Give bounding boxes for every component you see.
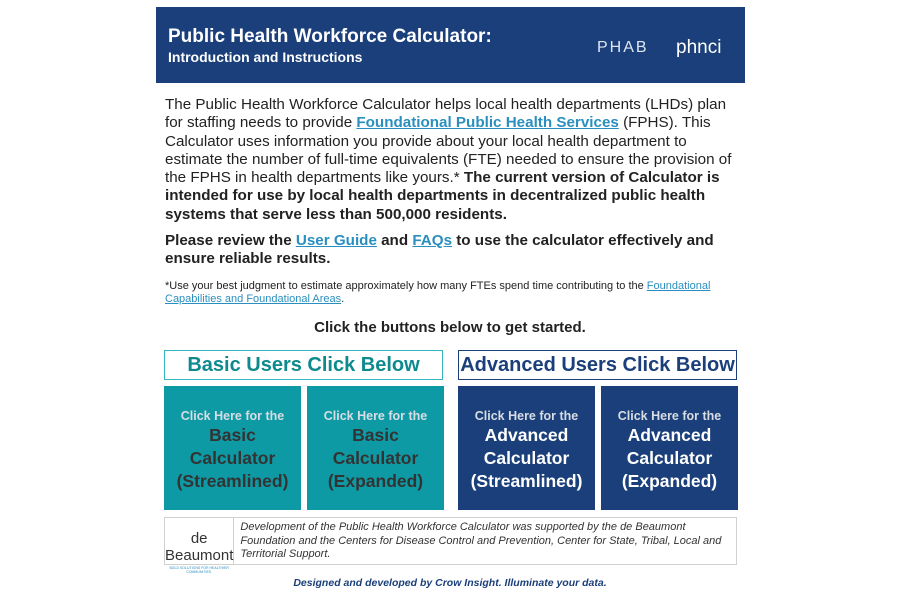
advanced-expanded-button[interactable]	[601, 386, 738, 510]
intro-bold: The current version of Calculator is intended for use by local health departments in decentralized public health systems that serve less than 500,000 residents.	[165, 169, 720, 223]
button-label-line: Basic	[209, 425, 256, 445]
advanced-streamlined-button[interactable]	[458, 386, 595, 510]
advanced-users-heading: Advanced Users Click Below	[458, 350, 737, 380]
basic-streamlined-button[interactable]	[164, 386, 301, 510]
user-guide-link[interactable]: User Guide	[295, 232, 377, 249]
review-text: Please review the	[165, 232, 296, 249]
button-small-label: Click Here for the	[617, 409, 722, 423]
intro-text-2: (FPHS). This Calculator uses information you provide about your local health department to estimate the number of full-time equivalents (FTE) needed to ensure the provision of the FPHS in health departments like yours.*	[165, 114, 732, 187]
review-paragraph	[165, 232, 745, 269]
page-subtitle: Introduction and Instructions	[168, 49, 363, 65]
page-title: Public Health Workforce Calculator:	[168, 26, 492, 47]
footnote-end: .	[341, 293, 345, 305]
foundational-capabilities-link[interactable]: Foundational Capabilities and Foundational Areas	[165, 280, 711, 305]
phab-logo: PHAB	[597, 39, 649, 56]
button-label-line: (Expanded)	[621, 471, 718, 491]
review-text-2: to use the calculator effectively and ensure reliable results.	[165, 232, 714, 268]
button-label-line: (Expanded)	[327, 471, 424, 491]
de-beaumont-logo	[165, 518, 234, 574]
review-and: and	[376, 232, 413, 249]
basic-expanded-button[interactable]	[307, 386, 444, 510]
funding-credit	[164, 517, 737, 574]
intro-text: The Public Health Workforce Calculator helps local health departments (LHDs) plan for staffing needs to provide	[165, 96, 727, 132]
footnote	[165, 280, 735, 306]
basic-users-heading: Basic Users Click Below	[164, 350, 443, 380]
button-label-line: Calculator	[189, 448, 276, 468]
phnci-logo: phnci	[676, 37, 722, 58]
button-label-line: Advanced	[627, 425, 712, 445]
button-label-line: Calculator	[483, 448, 570, 468]
credit-text: Development of the Public Health Workforce Calculator was supported by the de Beaumont Foundation and the Centers for Disease Control and Prevention, Center for State, Tribal, Local and Territorial Support.	[240, 521, 722, 560]
button-label-line: Basic	[352, 425, 399, 445]
intro-paragraph	[165, 96, 745, 224]
button-label-line: Advanced	[484, 425, 569, 445]
logo-name: de Beaumont	[165, 530, 234, 564]
footnote-text: *Use your best judgment to estimate approximately how many FTEs spend time contributing to the	[165, 280, 647, 292]
footer-text: Designed and developed by Crow Insight. Illuminate your data.	[293, 577, 607, 589]
button-label-line: (Streamlined)	[176, 471, 289, 491]
button-small-label: Click Here for the	[323, 409, 428, 423]
header-banner	[156, 7, 745, 83]
logo-tagline: BOLD SOLUTIONS FOR HEALTHIER COMMUNITIES.	[169, 566, 229, 574]
button-small-label: Click Here for the	[474, 409, 579, 423]
button-label-line: (Streamlined)	[470, 471, 583, 491]
faqs-link[interactable]: FAQs	[412, 232, 453, 249]
fphs-link[interactable]: Foundational Public Health Services	[356, 114, 619, 132]
button-label-line: Calculator	[332, 448, 419, 468]
button-label-line: Calculator	[626, 448, 713, 468]
button-small-label: Click Here for the	[180, 409, 285, 423]
get-started-heading: Click the buttons below to get started.	[314, 319, 586, 336]
